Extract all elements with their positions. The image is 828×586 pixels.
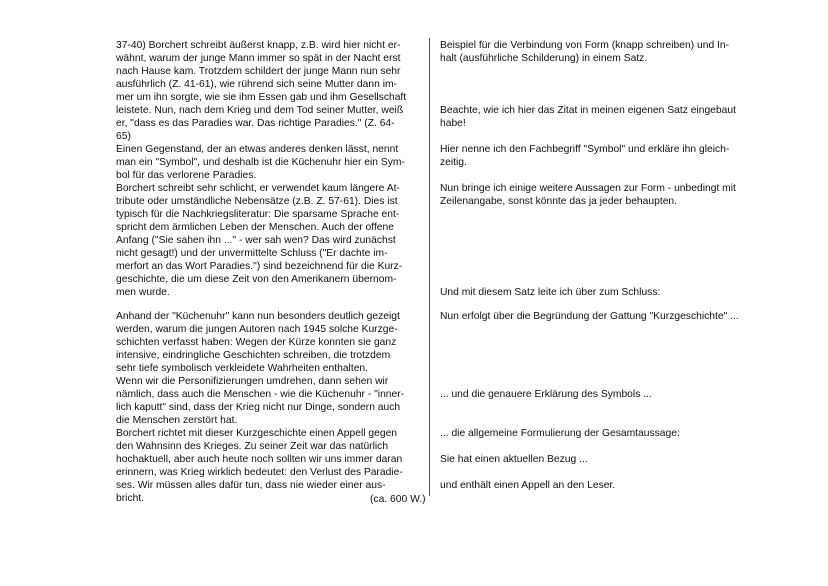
left-line: schichten verfasst haben: Wegen der Kürze konnten sie ganz	[116, 337, 397, 348]
left-line: nach Hause kam. Trotzdem schildert der junge Mann nun sehr	[116, 66, 401, 77]
left-line: sehr tiefe symbolisch verkleidete Wahrheiten enthalten.	[116, 363, 369, 374]
note-line: habe!	[440, 118, 466, 129]
note-line: Nun erfolgt über die Begründung der Gattung "Kurzgeschichte" ...	[440, 311, 739, 322]
left-line: nicht gesagt!) und der unvermittelte Schluss ("Er dachte im-	[116, 248, 388, 259]
left-line: men wurde.	[116, 287, 170, 298]
note-line: Und mit diesem Satz leite ich über zum Schluss:	[440, 287, 661, 298]
note-line: Hier nenne ich den Fachbegriff "Symbol" und erkläre ihn gleich-	[440, 144, 730, 155]
note-line: Beachte, wie ich hier das Zitat in meinen eigenen Satz eingebaut	[440, 105, 736, 116]
note-line: ... die allgemeine Formulierung der Gesamtaussage:	[440, 428, 680, 439]
left-line: lich kaputt" sind, dass der Krieg nicht nur Dinge, sondern auch	[116, 402, 401, 413]
note-line: Beispiel für die Verbindung von Form (knapp schreiben) und In-	[440, 40, 730, 51]
left-line: die Menschen zerstört hat.	[116, 415, 238, 426]
note-line: Sie hat einen aktuellen Bezug ...	[440, 454, 588, 465]
left-line: ausführlich (Z. 41-61), wie rührend sich seine Mutter dann im-	[116, 79, 397, 90]
left-line: 65)	[116, 131, 131, 142]
left-line: hochaktuell, aber auch heute noch sollten wir uns immer daran	[116, 454, 403, 465]
left-line: werden, warum die jungen Autoren nach 1945 solche Kurzge-	[116, 324, 398, 335]
left-line: Wenn wir die Personifizierungen umdrehen, dann sehen wir	[116, 376, 389, 387]
left-line: geschichte, die um diese Zeit von den Amerikanern übernom-	[116, 274, 397, 285]
note-line: Zeilenangabe, sonst könnte das ja jeder behaupten.	[440, 196, 678, 207]
note-line: ... und die genauere Erklärung des Symbols ...	[440, 389, 652, 400]
note-line: und enthält einen Appell an den Leser.	[440, 480, 616, 491]
left-line: merfort an das Wort Paradies.") sind bezeichnend für die Kurz-	[116, 261, 403, 272]
left-line: den Wahnsinn des Krieges. Zu seiner Zeit war das natürlich	[116, 441, 389, 452]
left-line: nämlich, dass auch die Menschen - wie die Küchenuhr - "inner-	[116, 389, 405, 400]
left-line: erinnern, was Krieg wirklich bedeutet: den Verlust des Paradie-	[116, 467, 403, 478]
left-line: Anfang ("Sie sahen ihn ..." - wer sah wen? Das wird zunächst	[116, 235, 396, 246]
left-line: intensive, eindringliche Geschichten schreiben, die trotzdem	[116, 350, 391, 361]
left-line: mer um ihn sorgte, wie sie ihm Essen gab und ihm Gesellschaft	[116, 92, 407, 103]
note-line: Nun bringe ich einige weitere Aussagen zur Form - unbedingt mit	[440, 183, 736, 194]
left-line: Borchert schreibt sehr schlicht, er verwendet kaum längere At-	[116, 183, 400, 194]
left-line: bol für das verlorene Paradies.	[116, 170, 257, 181]
left-line: Borchert richtet mit dieser Kurzgeschichte einen Appell gegen	[116, 428, 398, 439]
left-line: bricht.	[116, 493, 145, 504]
left-line: wähnt, warum der junge Mann immer so spät in der Nacht erst	[116, 53, 401, 64]
note-line: zeitig.	[440, 157, 467, 168]
word-count: (ca. 600 W.)	[370, 494, 426, 505]
left-line: ses. Wir müssen alles dafür tun, dass nie wieder einer aus-	[116, 480, 386, 491]
left-line: Anhand der "Küchenuhr" kann nun besonders deutlich gezeigt	[116, 311, 400, 322]
left-line: 37-40) Borchert schreibt äußerst knapp, z.B. wird hier nicht er-	[116, 40, 401, 51]
left-line: man ein "Symbol", und deshalb ist die Küchenuhr hier ein Sym-	[116, 157, 405, 168]
left-line: tribute oder umständliche Nebensätze (z.B. Z. 57-61). Dies ist	[116, 196, 398, 207]
left-line: leistete. Nun, nach dem Krieg und dem Tod seiner Mutter, weiß	[116, 105, 404, 116]
left-line: Einen Gegenstand, der an etwas anderes denken lässt, nennt	[116, 144, 399, 155]
left-line: er, "dass es das Paradies war. Das richtige Paradies." (Z. 64-	[116, 118, 395, 129]
left-line: typisch für die Nachkriegsliteratur: Die sparsame Sprache ent-	[116, 209, 400, 220]
note-line: halt (ausführliche Schilderung) in einem Satz.	[440, 53, 648, 64]
left-line: spricht dem ärmlichen Leben der Menschen. Auch der offene	[116, 222, 394, 233]
column-divider	[429, 38, 430, 496]
